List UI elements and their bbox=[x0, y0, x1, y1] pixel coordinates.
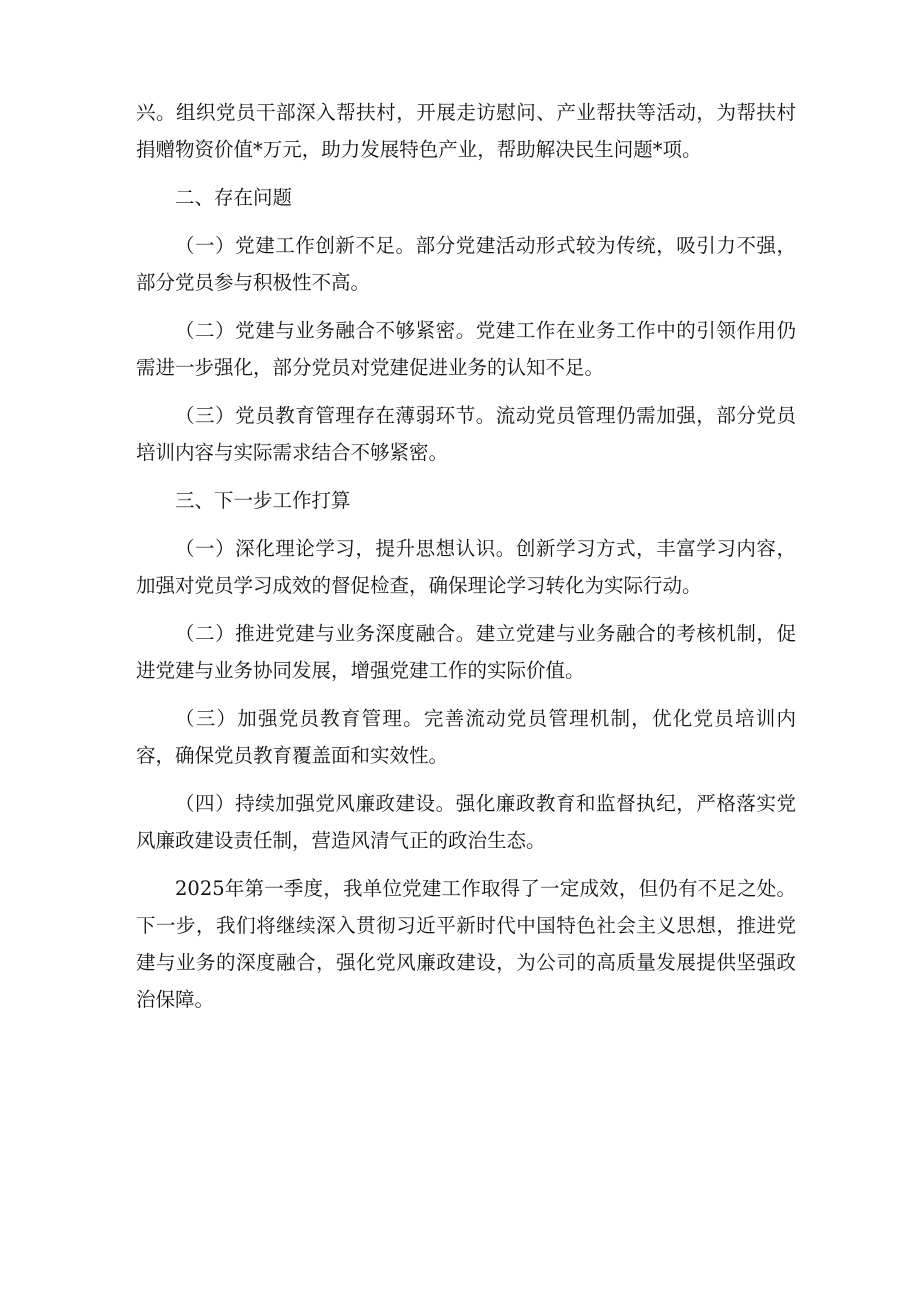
paragraph-plan-1: （一）深化理论学习，提升思想认识。创新学习方式，丰富学习内容，加强对党员学习成效的督促检查，确保理论学习转化为实际行动。 bbox=[136, 537, 796, 597]
paragraph-problem-1: （一）党建工作创新不足。部分党建活动形式较为传统，吸引力不强，部分党员参与积极性不高。 bbox=[136, 234, 796, 294]
paragraph-problem-2: （二）党建与业务融合不够紧密。党建工作在业务工作中的引领作用仍需进一步强化，部分党员对党建促进业务的认知不足。 bbox=[136, 319, 796, 379]
section-heading-problems: 二、存在问题 bbox=[175, 186, 293, 209]
paragraph-plan-3: （三）加强党员教育管理。完善流动党员管理机制，优化党员培训内容，确保党员教育覆盖面和实效性。 bbox=[136, 707, 796, 767]
section-heading-next-steps: 三、下一步工作打算 bbox=[175, 489, 351, 512]
paragraph-plan-4: （四）持续加强党风廉政建设。强化廉政教育和监督执纪，严格落实党风廉政建设责任制，营造风清气正的政治生态。 bbox=[136, 792, 796, 852]
paragraph-continuation: 兴。组织党员干部深入帮扶村，开展走访慰问、产业帮扶等活动，为帮扶村捐赠物资价值*万元，助力发展特色产业，帮助解决民生问题*项。 bbox=[136, 101, 796, 161]
document-body bbox=[136, 94, 796, 1029]
paragraph-plan-2: （二）推进党建与业务深度融合。建立党建与业务融合的考核机制，促进党建与业务协同发展，增强党建工作的实际价值。 bbox=[136, 622, 796, 682]
paragraph-conclusion: 2025年第一季度，我单位党建工作取得了一定成效，但仍有不足之处。下一步，我们将继续深入贯彻习近平新时代中国特色社会主义思想，推进党建与业务的深度融合，强化党风廉政建设，为公司的高质量发展提供坚强政治保障。 bbox=[136, 877, 796, 1011]
paragraph-problem-3: （三）党员教育管理存在薄弱环节。流动党员管理仍需加强，部分党员培训内容与实际需求结合不够紧密。 bbox=[136, 404, 796, 464]
